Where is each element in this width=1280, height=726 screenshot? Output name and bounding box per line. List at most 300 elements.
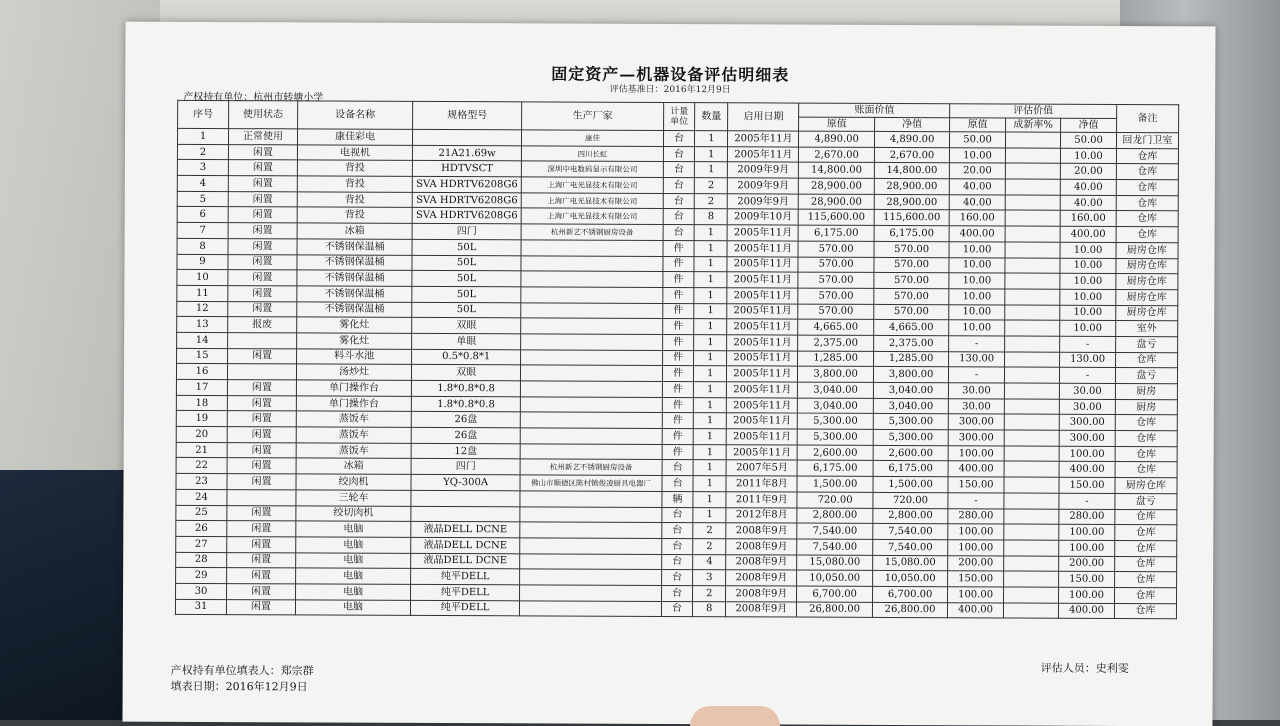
cell-qty: 1 — [694, 382, 727, 398]
cell-book-net: 570.00 — [874, 241, 950, 257]
cell-status: 闲置 — [226, 599, 295, 615]
cell-book-net: 3,040.00 — [873, 382, 949, 398]
cell-book-orig: 570.00 — [798, 257, 874, 273]
cell-date: 2005年11月 — [727, 397, 798, 413]
cell-model — [411, 490, 520, 506]
cell-rate — [1005, 132, 1061, 148]
cell-eval-orig: 150.00 — [948, 477, 1004, 493]
cell-eval-net: 10.00 — [1060, 242, 1116, 258]
cell-name: 电脑 — [295, 568, 410, 584]
cell-status: 闲置 — [227, 442, 296, 458]
header-eval-net: 净值 — [1061, 118, 1117, 132]
document-title: 固定资产—机器设备评估明细表 — [551, 64, 790, 85]
cell-book-net: 115,600.00 — [874, 210, 950, 226]
cell-book-net: 570.00 — [874, 257, 950, 273]
cell-model: SVA HDRTV6208G6 — [413, 176, 522, 192]
cell-date: 2008年9月 — [726, 554, 797, 570]
cell-status: 闲置 — [228, 254, 297, 270]
cell-note: 仓库 — [1115, 352, 1177, 368]
cell-model: 单眼 — [412, 333, 521, 349]
cell-status: 正常使用 — [229, 129, 298, 145]
cell-name: 料斗水池 — [296, 348, 411, 364]
cell-eval-orig: 10.00 — [949, 289, 1005, 305]
cell-book-orig: 10,050.00 — [797, 570, 873, 586]
cell-book-net: 570.00 — [874, 273, 950, 289]
cell-mfr — [520, 522, 662, 538]
cell-model: 四门 — [412, 224, 521, 240]
cell-model: 50L — [412, 271, 521, 287]
cell-name: 单门操作台 — [296, 380, 411, 396]
cell-qty: 1 — [693, 491, 726, 507]
cell-book-orig: 14,800.00 — [799, 162, 875, 178]
cell-eval-orig: 10.00 — [949, 304, 1005, 320]
header-date: 启用日期 — [728, 103, 799, 131]
cell-book-net: 6,175.00 — [874, 226, 950, 242]
cell-mfr — [520, 381, 662, 397]
cell-status: 闲置 — [228, 285, 297, 301]
cell-mfr: 深圳中电数码显示有限公司 — [521, 161, 663, 177]
cell-rate — [1004, 524, 1060, 540]
cell-unit: 台 — [662, 523, 693, 539]
cell-unit: 台 — [662, 585, 693, 601]
cell-book-net: 5,300.00 — [873, 414, 949, 430]
cell-status: 闲置 — [227, 584, 296, 600]
header-note: 备注 — [1116, 104, 1178, 132]
cell-unit: 件 — [663, 303, 694, 319]
cell-model: 液晶DELL DCNE — [411, 537, 520, 553]
cell-model: 50L — [412, 239, 521, 255]
cell-eval-net: 160.00 — [1060, 211, 1116, 227]
cell-book-net: 7,540.00 — [873, 539, 949, 555]
cell-book-net: 2,600.00 — [873, 445, 949, 461]
cell-eval-net: 40.00 — [1061, 179, 1117, 195]
cell-eval-orig: 30.00 — [949, 383, 1005, 399]
cell-date: 2005年11月 — [727, 350, 798, 366]
cell-eval-orig: 100.00 — [948, 540, 1004, 556]
cell-book-net: 6,175.00 — [873, 461, 949, 477]
cell-rate — [1004, 430, 1060, 446]
cell-book-orig: 28,900.00 — [799, 178, 875, 194]
cell-qty: 1 — [693, 476, 726, 492]
cell-eval-orig: - — [949, 367, 1005, 383]
cell-book-orig: 4,890.00 — [799, 131, 875, 147]
cell-unit: 件 — [663, 272, 694, 288]
cell-seq: 15 — [177, 348, 228, 364]
cell-seq: 18 — [176, 395, 227, 411]
cell-status: 闲置 — [228, 144, 297, 160]
cell-qty: 1 — [693, 429, 726, 445]
cell-book-net: 28,900.00 — [874, 194, 950, 210]
cell-note: 仓库 — [1116, 180, 1178, 196]
header-eval-value: 评估价值 — [950, 104, 1117, 119]
cell-qty: 2 — [694, 193, 727, 209]
cell-seq: 28 — [176, 552, 227, 568]
cell-unit: 台 — [663, 146, 694, 162]
cell-model: 26盘 — [412, 412, 521, 428]
cell-name: 不锈钢保温桶 — [297, 254, 412, 270]
cell-qty: 1 — [694, 287, 727, 303]
cell-note: 仓库 — [1114, 603, 1176, 619]
cell-unit: 台 — [661, 601, 692, 617]
cell-mfr — [520, 397, 662, 413]
cell-unit: 台 — [662, 507, 693, 523]
cell-eval-net: 300.00 — [1059, 430, 1115, 446]
cell-model: YQ-300A — [411, 475, 520, 491]
cell-qty: 1 — [695, 131, 728, 147]
cell-name: 蒸饭车 — [296, 427, 411, 443]
cell-mfr — [521, 255, 663, 271]
cell-model: 纯平DELL — [411, 600, 520, 616]
cell-seq: 24 — [176, 489, 227, 505]
cell-date: 2005年11月 — [728, 146, 799, 162]
cell-note: 仓库 — [1115, 509, 1177, 525]
cell-note: 盘亏 — [1115, 336, 1177, 352]
fill-date: 填表日期：2016年12月9日 — [170, 679, 308, 694]
cell-qty: 1 — [694, 272, 727, 288]
cell-date: 2008年9月 — [726, 601, 797, 617]
cell-unit: 台 — [663, 193, 694, 209]
header-book-value: 账面价值 — [799, 103, 950, 118]
cell-note: 仓库 — [1116, 164, 1178, 180]
cell-book-orig: 6,175.00 — [798, 225, 874, 241]
cell-rate — [1003, 571, 1059, 587]
cell-unit: 件 — [663, 334, 694, 350]
cell-rate — [1004, 399, 1060, 415]
cell-model: 双眼 — [412, 318, 521, 334]
cell-note: 仓库 — [1116, 211, 1178, 227]
header-name: 设备名称 — [297, 101, 413, 130]
cell-mfr — [521, 240, 663, 256]
cell-note: 回龙门卫室 — [1116, 132, 1178, 148]
cell-mfr — [520, 412, 662, 428]
cell-note: 仓库 — [1114, 540, 1176, 556]
cell-rate — [1004, 477, 1060, 493]
cell-book-orig: 26,800.00 — [797, 602, 873, 618]
document-sheet — [122, 22, 1215, 726]
cell-qty: 4 — [693, 554, 726, 570]
cell-eval-net: 280.00 — [1059, 509, 1115, 525]
cell-model: 四门 — [411, 459, 520, 475]
cell-unit: 件 — [662, 413, 693, 429]
cell-eval-orig: 30.00 — [949, 398, 1005, 414]
cell-rate — [1004, 352, 1060, 368]
cell-date: 2005年11月 — [727, 366, 798, 382]
cell-seq: 31 — [175, 599, 226, 615]
cell-book-orig: 570.00 — [798, 272, 874, 288]
cell-qty: 1 — [693, 460, 726, 476]
cell-date: 2005年11月 — [727, 319, 798, 335]
cell-status: 闲置 — [227, 411, 296, 427]
cell-eval-net: 10.00 — [1060, 258, 1116, 274]
cell-eval-net: 400.00 — [1060, 226, 1116, 242]
cell-status: 闲置 — [228, 301, 297, 317]
cell-seq: 10 — [177, 270, 228, 286]
header-seq: 序号 — [178, 100, 229, 128]
equipment-table — [175, 100, 1179, 620]
cell-unit: 台 — [662, 538, 693, 554]
table-row — [175, 599, 1176, 619]
cell-book-orig: 1,285.00 — [798, 351, 874, 367]
cell-status: 闲置 — [228, 223, 297, 239]
cell-mfr — [521, 271, 663, 287]
cell-status: 闲置 — [228, 270, 297, 286]
cell-date: 2009年10月 — [728, 209, 799, 225]
cell-book-net: 2,670.00 — [874, 147, 950, 163]
cell-qty: 1 — [693, 507, 726, 523]
cell-name: 冰箱 — [296, 458, 411, 474]
cell-model: 12盘 — [411, 443, 520, 459]
cell-note: 仓库 — [1116, 227, 1178, 243]
cell-status — [228, 364, 297, 380]
cell-unit: 台 — [662, 460, 693, 476]
cell-qty: 1 — [694, 303, 727, 319]
cell-rate — [1004, 508, 1060, 524]
cell-book-orig: 2,800.00 — [797, 508, 873, 524]
cell-seq: 25 — [176, 505, 227, 521]
cell-mfr: 四川长虹 — [521, 146, 663, 162]
cell-name: 单门操作台 — [296, 396, 411, 412]
thumb-holding-page — [690, 706, 780, 726]
cell-eval-net: 10.00 — [1060, 320, 1116, 336]
cell-eval-net: 30.00 — [1060, 399, 1116, 415]
cell-date: 2005年11月 — [727, 429, 798, 445]
header-book-orig: 原值 — [799, 117, 875, 131]
cell-mfr — [521, 302, 663, 318]
cell-book-orig: 2,375.00 — [798, 335, 874, 351]
cell-note: 厨房仓库 — [1116, 289, 1178, 305]
cell-model: 21A21.69w — [413, 145, 522, 161]
cell-rate — [1004, 414, 1060, 430]
cell-note: 仓库 — [1114, 556, 1176, 572]
cell-book-orig: 15,080.00 — [797, 555, 873, 571]
cell-unit: 台 — [662, 554, 693, 570]
table-body — [175, 128, 1178, 619]
cell-book-net: 4,890.00 — [874, 131, 950, 147]
header-model: 规格型号 — [413, 101, 522, 129]
owner-unit: 产权持有单位：杭州市转塘小学 — [183, 91, 324, 104]
cell-mfr: 佛山市顺德区陈村镇俊凌厨具电器厂 — [520, 475, 662, 491]
cell-unit: 件 — [662, 381, 693, 397]
cell-eval-net: 150.00 — [1059, 477, 1115, 493]
cell-qty: 2 — [693, 538, 726, 554]
cell-note: 厨房仓库 — [1116, 274, 1178, 290]
cell-rate — [1005, 210, 1061, 226]
cell-mfr — [520, 553, 662, 569]
cell-book-orig: 570.00 — [798, 241, 874, 257]
cell-mfr: 杭州新艺不锈钢厨房设备 — [520, 459, 662, 475]
cell-book-orig: 720.00 — [797, 492, 873, 508]
cell-book-net: 2,800.00 — [873, 508, 949, 524]
cell-date: 2005年11月 — [728, 131, 799, 147]
cell-model: 1.8*0.8*0.8 — [412, 396, 521, 412]
cell-model: HDTVSCT — [413, 161, 522, 177]
cell-seq: 20 — [176, 426, 227, 442]
cell-name: 雾化灶 — [297, 317, 412, 333]
cell-seq: 2 — [177, 144, 228, 160]
cell-eval-orig: 40.00 — [950, 179, 1006, 195]
cell-eval-orig: 100.00 — [948, 587, 1004, 603]
cell-note: 仓库 — [1115, 462, 1177, 478]
cell-name: 背投 — [297, 176, 412, 192]
cell-seq: 7 — [177, 222, 228, 238]
cell-mfr: 上海广电光显技术有限公司 — [521, 208, 663, 224]
cell-name: 不锈钢保温桶 — [297, 301, 412, 317]
cell-date: 2007年5月 — [726, 460, 797, 476]
cell-rate — [1004, 320, 1060, 336]
cell-eval-net: 200.00 — [1059, 556, 1115, 572]
cell-note: 仓库 — [1115, 431, 1177, 447]
cell-date: 2009年9月 — [728, 194, 799, 210]
cell-date: 2005年11月 — [727, 413, 798, 429]
cell-status: 闲置 — [228, 160, 297, 176]
cell-date: 2008年9月 — [726, 586, 797, 602]
cell-date: 2005年11月 — [727, 335, 798, 351]
cell-seq: 21 — [176, 442, 227, 458]
cell-book-orig: 115,600.00 — [799, 210, 875, 226]
cell-book-net: 26,800.00 — [872, 602, 948, 618]
cell-note: 仓库 — [1115, 525, 1177, 541]
cell-name: 不锈钢保温桶 — [297, 270, 412, 286]
cell-status: 闲置 — [228, 348, 297, 364]
cell-book-net: 14,800.00 — [874, 163, 950, 179]
cell-mfr — [520, 444, 662, 460]
cell-date: 2005年11月 — [727, 445, 798, 461]
cell-book-net: 7,540.00 — [873, 524, 949, 540]
cell-note: 仓库 — [1114, 572, 1176, 588]
cell-eval-net: 10.00 — [1061, 148, 1117, 164]
cell-note: 仓库 — [1115, 446, 1177, 462]
cell-book-orig: 4,665.00 — [798, 319, 874, 335]
cell-model: 50L — [412, 302, 521, 318]
cell-mfr — [521, 349, 663, 365]
cell-book-net: 28,900.00 — [874, 178, 950, 194]
cell-qty: 1 — [694, 162, 727, 178]
cell-book-net: 2,375.00 — [873, 335, 949, 351]
cell-status: 闲置 — [227, 395, 296, 411]
cell-mfr — [521, 334, 663, 350]
cell-mfr: 康佳 — [521, 130, 663, 146]
cell-status: 闲置 — [227, 536, 296, 552]
cell-unit: 件 — [662, 397, 693, 413]
cell-eval-orig: 160.00 — [949, 210, 1005, 226]
header-manufacturer: 生产厂家 — [522, 102, 664, 131]
cell-qty: 2 — [693, 523, 726, 539]
cell-status: 闲置 — [227, 474, 296, 490]
cell-unit: 件 — [663, 287, 694, 303]
cell-date: 2009年9月 — [728, 178, 799, 194]
cell-book-orig: 2,670.00 — [799, 147, 875, 163]
cell-eval-orig: 300.00 — [949, 414, 1005, 430]
cell-model: 50L — [412, 255, 521, 271]
cell-status: 闲置 — [227, 380, 296, 396]
cell-status: 闲置 — [227, 552, 296, 568]
cell-name: 不锈钢保温桶 — [297, 239, 412, 255]
cell-eval-orig: 100.00 — [948, 445, 1004, 461]
cell-eval-net: 130.00 — [1060, 352, 1116, 368]
cell-date: 2008年9月 — [726, 570, 797, 586]
cell-model: SVA HDRTV6208G6 — [412, 192, 521, 208]
valuation-date: 评估基准日：2016年12月9日 — [609, 84, 731, 96]
cell-qty: 8 — [694, 209, 727, 225]
cell-rate — [1004, 383, 1060, 399]
header-eval-orig: 原值 — [950, 118, 1006, 132]
cell-seq: 29 — [176, 568, 227, 584]
cell-qty: 1 — [694, 240, 727, 256]
cell-date: 2005年11月 — [727, 272, 798, 288]
cell-model: 0.5*0.8*1 — [412, 349, 521, 365]
cell-eval-net: 150.00 — [1059, 571, 1115, 587]
header-status: 使用状态 — [229, 101, 298, 129]
cell-eval-net: 40.00 — [1060, 195, 1116, 211]
cell-eval-net: 100.00 — [1059, 540, 1115, 556]
cell-name: 冰箱 — [297, 223, 412, 239]
cell-date: 2005年11月 — [727, 288, 798, 304]
cell-eval-net: 20.00 — [1061, 164, 1117, 180]
cell-book-orig: 5,300.00 — [798, 413, 874, 429]
cell-seq: 11 — [177, 285, 228, 301]
cell-status: 闲置 — [227, 427, 296, 443]
cell-mfr: 上海广电光显技术有限公司 — [521, 177, 663, 193]
cell-book-orig: 3,040.00 — [798, 382, 874, 398]
cell-qty: 1 — [693, 413, 726, 429]
cell-rate — [1004, 540, 1060, 556]
cell-status: 闲置 — [227, 521, 296, 537]
cell-name: 电脑 — [296, 537, 411, 553]
cell-status: 闲置 — [228, 238, 297, 254]
cell-model: 纯平DELL — [411, 569, 520, 585]
cell-book-net: 10,050.00 — [872, 571, 948, 587]
cell-eval-net: 30.00 — [1060, 383, 1116, 399]
cell-book-net: 1,285.00 — [873, 351, 949, 367]
cell-date: 2011年8月 — [726, 476, 797, 492]
cell-rate — [1005, 195, 1061, 211]
cell-note: 室外 — [1115, 321, 1177, 337]
cell-eval-orig: 10.00 — [949, 320, 1005, 336]
header-book-net: 净值 — [874, 117, 950, 131]
cell-name: 电脑 — [296, 521, 411, 537]
cell-mfr — [520, 428, 662, 444]
cell-name: 背投 — [297, 192, 412, 208]
cell-qty: 8 — [693, 601, 726, 617]
cell-eval-orig: 20.00 — [950, 163, 1006, 179]
cell-model: 纯平DELL — [411, 584, 520, 600]
cell-unit: 辆 — [662, 491, 693, 507]
cell-note: 仓库 — [1114, 587, 1176, 603]
cell-name: 汤炒灶 — [296, 364, 411, 380]
cell-note: 盘亏 — [1115, 493, 1177, 509]
cell-name: 电脑 — [295, 584, 410, 600]
cell-note: 厨房 — [1115, 383, 1177, 399]
cell-book-net: 4,665.00 — [874, 320, 950, 336]
cell-status: 闲置 — [228, 191, 297, 207]
cell-eval-orig: 150.00 — [948, 571, 1004, 587]
cell-model: 26盘 — [411, 427, 520, 443]
cell-eval-net: - — [1060, 336, 1116, 352]
cell-book-orig: 570.00 — [798, 304, 874, 320]
cell-qty: 3 — [693, 570, 726, 586]
cell-date: 2008年9月 — [726, 523, 797, 539]
cell-note: 厨房 — [1115, 399, 1177, 415]
cell-eval-net: 10.00 — [1060, 305, 1116, 321]
cell-qty: 1 — [694, 319, 727, 335]
cell-seq: 16 — [176, 364, 227, 380]
cell-name: 电视机 — [297, 145, 412, 161]
cell-unit: 台 — [664, 130, 695, 146]
cell-eval-orig: 100.00 — [948, 524, 1004, 540]
cell-status: 闲置 — [227, 458, 296, 474]
cell-eval-orig: 10.00 — [949, 257, 1005, 273]
filler-name: 产权持有单位填表人：郑宗群 — [170, 663, 314, 678]
